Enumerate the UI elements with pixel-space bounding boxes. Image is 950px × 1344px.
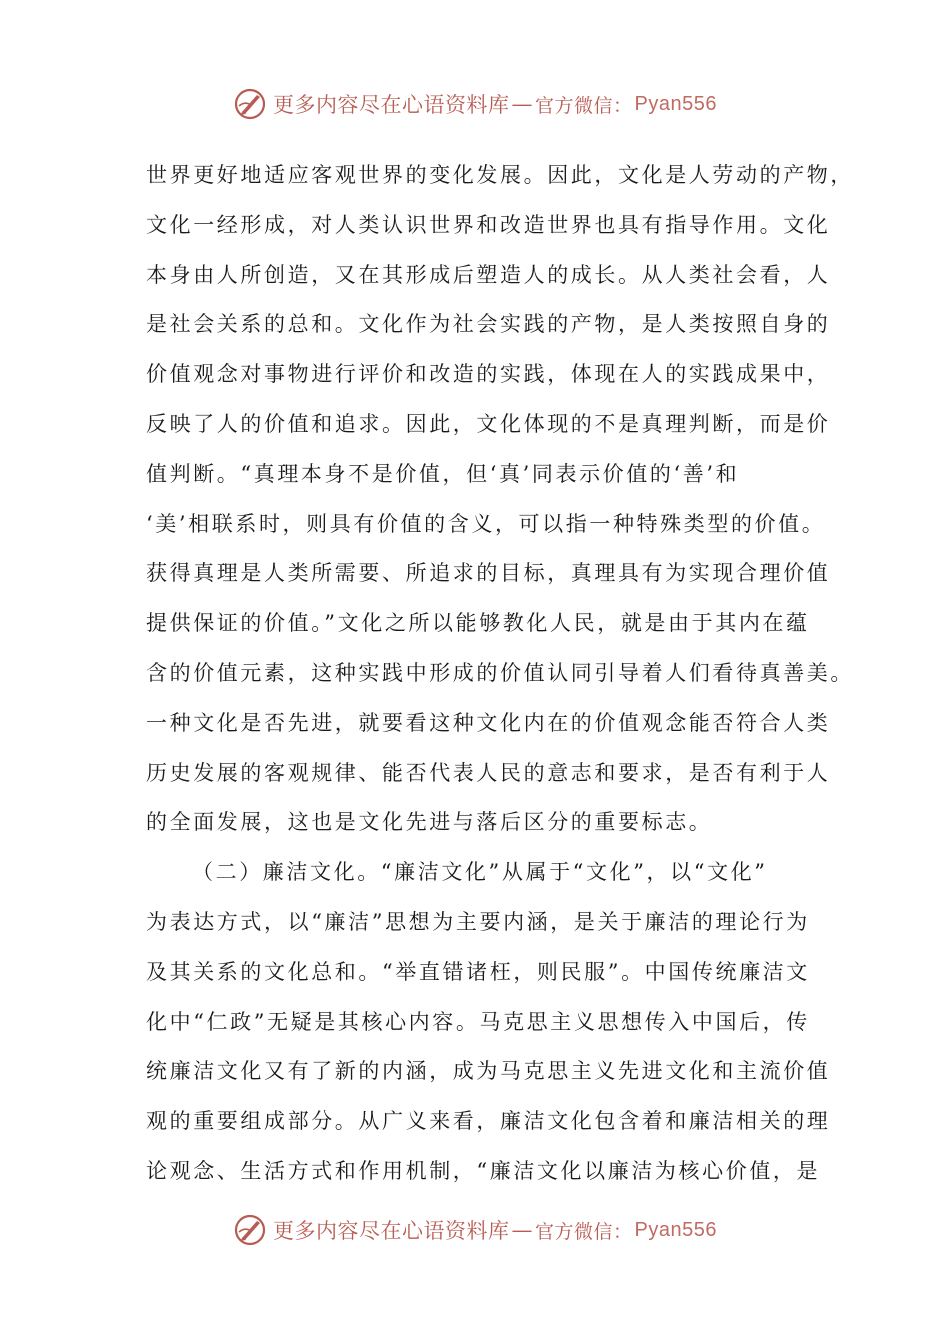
banner-text xyxy=(273,89,717,119)
footer-banner xyxy=(0,1208,950,1252)
text-line: 获得真理是人类所需要、所追求的目标，真理具有为实现合理价值 xyxy=(146,561,831,586)
text-line: 为表达方式，以“廉洁”思想为主要内涵，是关于廉洁的理论行为 xyxy=(146,909,810,934)
text-line: ‘美’相联系时，则具有价值的含义，可以指一种特殊类型的价值。 xyxy=(146,511,826,536)
banner-wechat-id: Pyan556 xyxy=(634,92,717,115)
text-line: 一种文化是否先进，就要看这种文化内在的价值观念能否符合人类 xyxy=(146,710,831,735)
document-body xyxy=(146,151,854,1197)
text-line: 本身由人所创造，又在其形成后塑造人的成长。从人类社会看，人 xyxy=(146,262,831,287)
text-line: 值判断。“真理本身不是价值，但‘真’同表示价值的‘善’和 xyxy=(146,461,740,486)
text-line: 是社会关系的总和。文化作为社会实践的产物，是人类按照自身的 xyxy=(146,312,831,337)
banner-dash: — xyxy=(511,92,533,116)
text-line: 含的价值元素，这种实践中形成的价值认同引导着人们看待真善美。 xyxy=(146,660,854,685)
banner-wechat-id: Pyan556 xyxy=(634,1218,717,1241)
text-line: 及其关系的文化总和。“举直错诸枉，则民服”。中国传统廉洁文 xyxy=(146,959,810,984)
banner-text xyxy=(273,1215,717,1245)
banner-dash: — xyxy=(511,1218,533,1242)
text-line: 观的重要组成部分。从广义来看，廉洁文化包含着和廉洁相关的理 xyxy=(146,1109,831,1134)
banner-wechat-label: 官方微信： xyxy=(535,1220,633,1243)
section-heading-line: （二）廉洁文化。“廉洁文化”从属于“文化”，以“文化” xyxy=(192,860,768,885)
header-banner xyxy=(0,82,950,126)
text-line: 统廉洁文化又有了新的内涵，成为马克思主义先进文化和主流价值 xyxy=(146,1059,831,1084)
text-line: 的全面发展，这也是文化先进与落后区分的重要标志。 xyxy=(146,810,713,835)
banner-main-text: 更多内容尽在心语资料库 xyxy=(273,93,510,117)
text-line: 提供保证的价值。”文化之所以能够教化人民，就是由于其内在蕴 xyxy=(146,611,810,636)
text-line: 世界更好地适应客观世界的变化发展。因此，文化是人劳动的产物， xyxy=(146,163,854,187)
text-line: 化中“仁政”无疑是其核心内容。马克思主义思想传入中国后，传 xyxy=(146,1009,810,1034)
text-line: 历史发展的客观规律、能否代表人民的意志和要求，是否有利于人 xyxy=(146,760,831,785)
text-line: 价值观念对事物进行评价和改造的实践，体现在人的实践成果中， xyxy=(146,362,831,387)
text-line: 文化一经形成，对人类认识世界和改造世界也具有指导作用。文化 xyxy=(146,212,831,237)
text-line: 论观念、生活方式和作用机制，“廉洁文化以廉洁为核心价值，是 xyxy=(146,1158,821,1183)
banner-wechat-label: 官方微信： xyxy=(535,94,633,117)
text-line: 反映了人的价值和追求。因此，文化体现的不是真理判断，而是价 xyxy=(146,411,831,436)
quill-pen-logo-icon xyxy=(233,1213,267,1247)
quill-pen-logo-icon xyxy=(233,87,267,121)
banner-main-text: 更多内容尽在心语资料库 xyxy=(273,1219,510,1243)
